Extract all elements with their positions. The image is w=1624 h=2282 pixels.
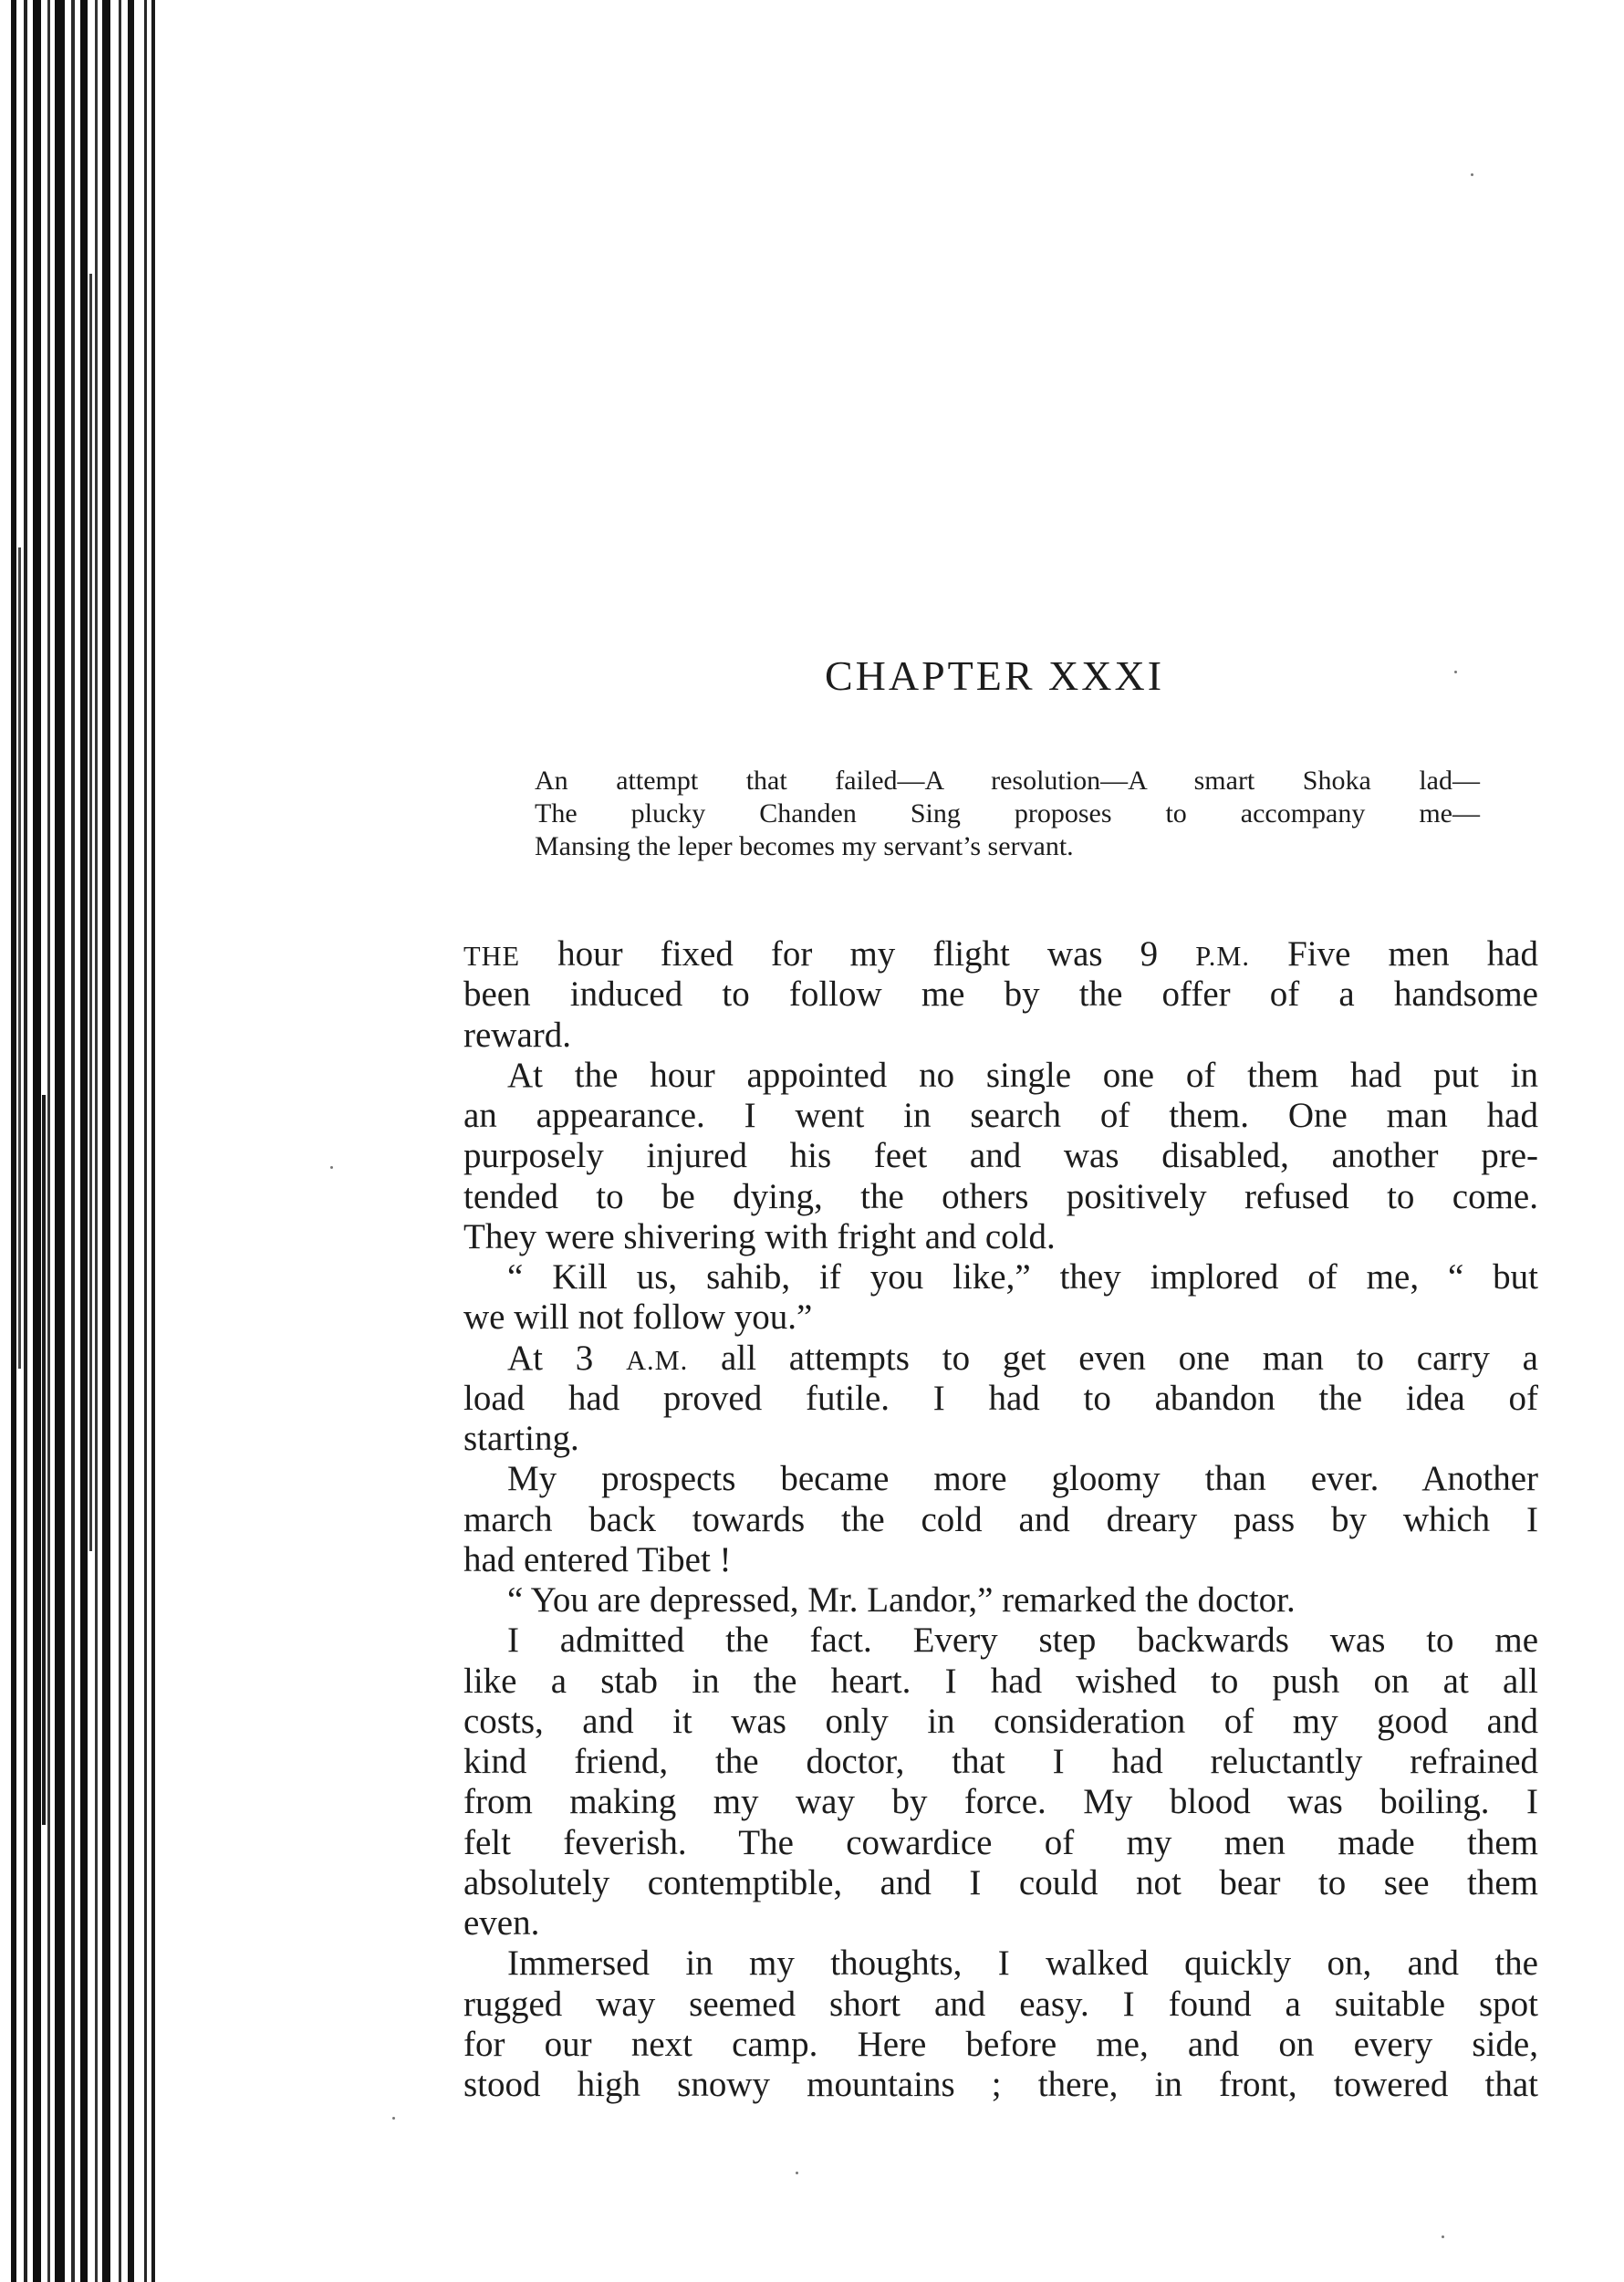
text-line: felt feverish. The cowardice of my men made them [463,1822,1538,1862]
text-line: At 3 A.M. all attempts to get even one man to carry a [507,1338,1538,1378]
text-line: They were shivering with fright and cold. [463,1216,1056,1256]
text-line: absolutely contemptible, and I could not bear to see them [463,1862,1538,1902]
text-line: an appearance. I went in search of them. One man had [463,1096,1538,1135]
text-line: for our next camp. Here before me, and on every side, [463,2024,1538,2064]
text-line: from making my way by force. My blood was boiling. I [463,1782,1538,1822]
text-line: kind friend, the doctor, that I had reluctantly refrained [463,1742,1538,1781]
summary-line: The plucky Chanden Sing proposes to accompany me— [535,798,1480,828]
text-line: At the hour appointed no single one of them had put in [507,1055,1538,1095]
text-line: like a stab in the heart. I had wished to push on at all [463,1661,1538,1701]
summary-line: Mansing the leper becomes my servant’s servant. [535,831,1074,861]
chapter-summary [535,765,1480,863]
text-line: stood high snowy mountains ; there, in front, towered that [463,2065,1538,2104]
text-line: rugged way seemed short and easy. I found a suitable spot [463,1984,1538,2024]
scan-speck [392,2117,395,2120]
text-line: march back towards the cold and dreary pass by which I [463,1499,1538,1539]
text-line: been induced to follow me by the offer of a handsome [463,974,1538,1015]
text-line: “ You are depressed, Mr. Landor,” remarked the doctor. [507,1580,1296,1620]
text-line: costs, and it was only in consideration of my good and [463,1701,1538,1741]
text-line: reward. [463,1015,572,1055]
text-line: I admitted the fact. Every step backwards was to me [507,1620,1538,1661]
text-line: starting. [463,1419,579,1458]
text-line: tended to be dying, the others positively refused to come. [463,1176,1538,1216]
chapter-title: CHAPTER XXXI [824,652,1165,699]
text-line: we will not follow you.” [463,1297,813,1338]
summary-line: An attempt that failed—A resolution—A smart Shoka lad— [535,766,1480,796]
text-line: THE hour fixed for my flight was 9 P.M. Five men had [463,934,1539,974]
book-binding-edge [0,0,173,2282]
body-text [463,934,1538,2105]
scan-speck [330,1166,333,1169]
text-line: had entered Tibet ! [463,1539,732,1579]
text-line: purposely injured his feet and was disabled, another pre- [463,1136,1538,1176]
text-line: Immersed in my thoughts, I walked quickly on, and the [507,1943,1538,1984]
scan-speck [1442,2235,1444,2238]
scan-speck [1471,173,1473,176]
scan-speck [796,2172,798,2174]
text-line: load had proved futile. I had to abandon the idea of [463,1378,1538,1418]
text-line: My prospects became more gloomy than ever. Another [507,1459,1538,1499]
opening-small-caps: THE [463,941,521,972]
text-line: “ Kill us, sahib, if you like,” they implored of me, “ but [507,1257,1538,1297]
text-line: even. [463,1903,540,1943]
